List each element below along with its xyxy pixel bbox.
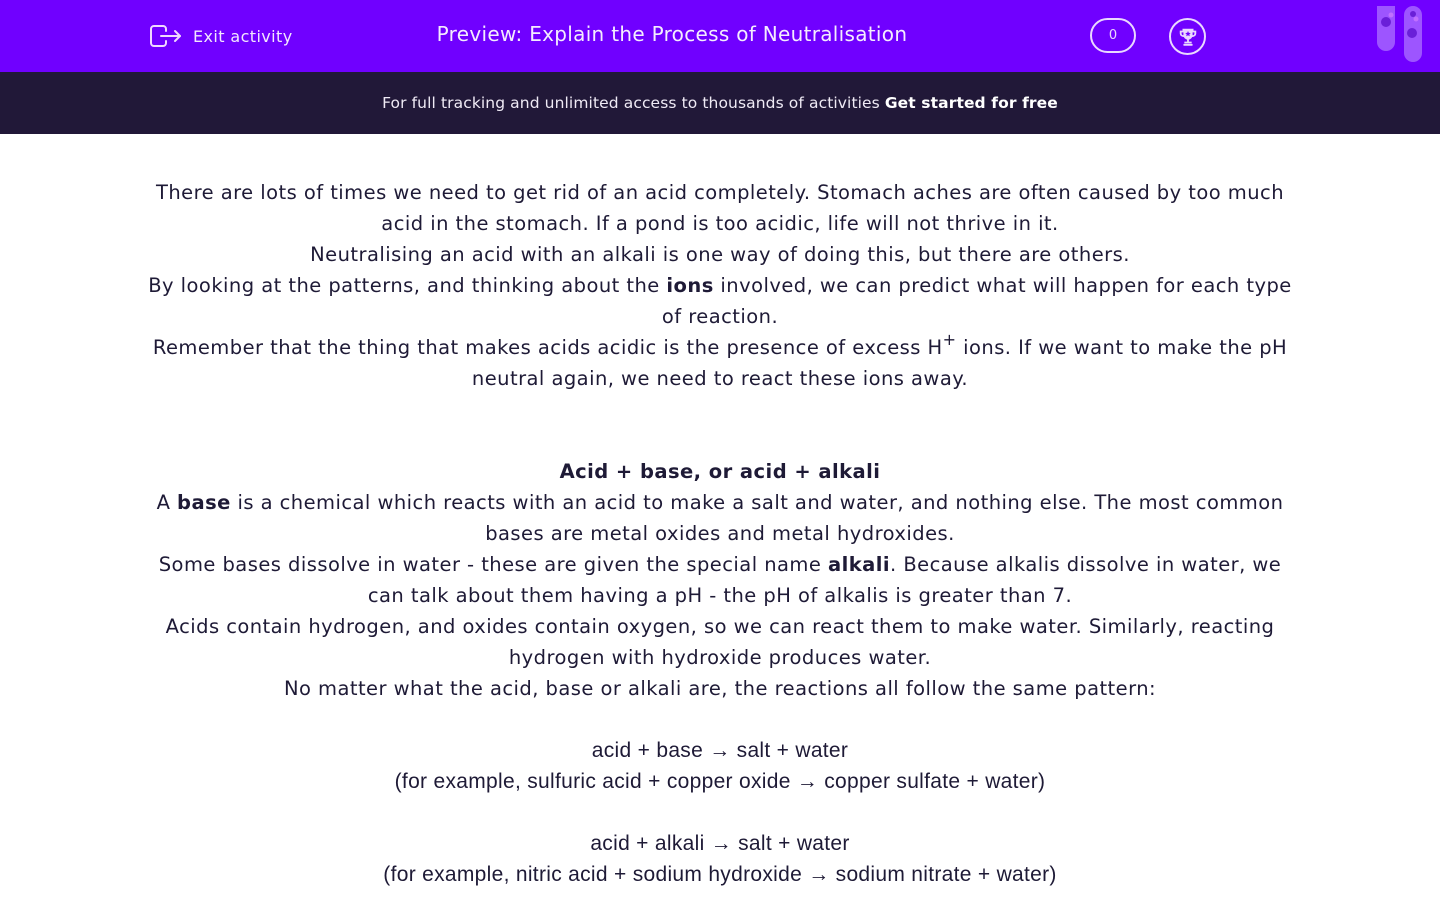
pattern-paragraph: No matter what the acid, base or alkali are, the reactions all follow the same pattern: <box>283 677 1157 700</box>
intro-paragraph-2: Neutralising an acid with an alkali is one way of doing this, but there are others. <box>310 243 1130 266</box>
base-definition: A base is a chemical which reacts with an acid to make a salt and water, and nothing else. The most common bases are metal oxides and metal hydroxides. <box>156 491 1284 545</box>
exit-activity-label: Exit activity <box>193 26 293 46</box>
trophy-button[interactable] <box>1169 18 1206 55</box>
banner-text: For full tracking and unlimited access to thousands of activities <box>382 94 880 112</box>
example-acid-base: (for example, sulfuric acid + copper oxide → copper sulfate + water) <box>394 770 1046 793</box>
alkali-definition: Some bases dissolve in water - these are given the special name alkali. Because alkalis dissolve in water, we can talk about them having a pH - the pH of alkalis is greater than 7. <box>158 553 1282 607</box>
equation-acid-alkali: acid + alkali → salt + water <box>590 832 850 855</box>
water-paragraph: Acids contain hydrogen, and oxides contain oxygen, so we can react them to make water. Similarly, reacting hydrogen with hydroxide produces water. <box>165 615 1275 669</box>
get-started-link[interactable]: Get started for free <box>884 94 1058 112</box>
trophy-icon <box>1177 26 1199 48</box>
equation-acid-base: acid + base → salt + water <box>591 739 849 762</box>
intro-paragraph-4: Remember that the thing that makes acids acidic is the presence of excess H+ ions. If we want to make the pH neutral again, we need to react these ions away. <box>152 329 1288 390</box>
section-heading: Acid + base, or acid + alkali <box>559 460 881 483</box>
ions-term: ions <box>666 274 714 297</box>
base-term: base <box>177 491 231 514</box>
lesson-content <box>140 177 1300 890</box>
exit-icon <box>149 21 183 51</box>
alkali-term: alkali <box>827 553 891 576</box>
score-counter: 0 <box>1090 18 1136 53</box>
plus-superscript: + <box>942 329 957 349</box>
signup-banner <box>0 72 1440 134</box>
test-tubes-logo-icon <box>1374 6 1440 64</box>
page-title: Preview: Explain the Process of Neutralisation <box>436 22 908 46</box>
intro-paragraph-1: There are lots of times we need to get rid of an acid completely. Stomach aches are often caused by too much acid in the stomach. If a pond is too acidic, life will not thrive in it. <box>155 181 1284 235</box>
top-bar <box>0 0 1440 72</box>
exit-activity-button[interactable] <box>149 20 293 52</box>
intro-paragraph-3: By looking at the patterns, and thinking about the ions involved, we can predict what will happen for each type of reaction. <box>148 274 1292 328</box>
example-acid-alkali: (for example, nitric acid + sodium hydroxide → sodium nitrate + water) <box>383 863 1057 886</box>
